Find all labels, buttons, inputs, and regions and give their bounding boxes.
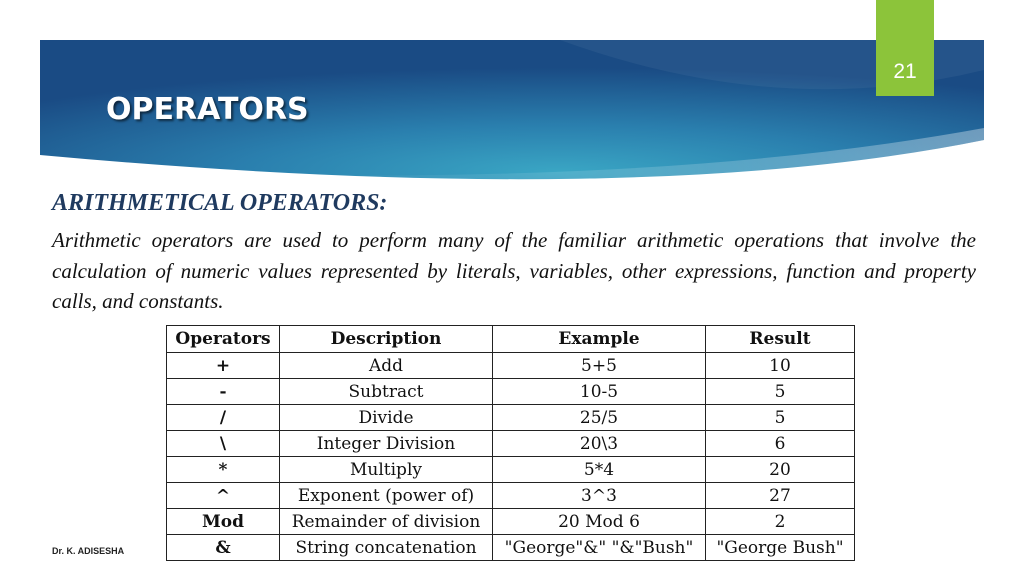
result-cell: 20 [706,457,855,483]
table-row [167,483,855,509]
description-cell: Integer Division [280,431,493,457]
slide-number: 21 [893,60,917,83]
table-row [167,405,855,431]
description-cell: Divide [280,405,493,431]
result-cell: 5 [706,379,855,405]
table-row [167,379,855,405]
operator-cell: \ [167,431,280,457]
description-cell: Subtract [280,379,493,405]
operator-cell: + [167,353,280,379]
operator-cell: * [167,457,280,483]
example-cell: 5*4 [493,457,706,483]
table-row [167,535,855,561]
description-cell: Exponent (power of) [280,483,493,509]
result-cell: "George Bush" [706,535,855,561]
operators-table [166,325,855,561]
description-cell: Add [280,353,493,379]
example-cell: 10-5 [493,379,706,405]
operator-cell: ^ [167,483,280,509]
operator-cell: / [167,405,280,431]
result-cell: 6 [706,431,855,457]
result-cell: 2 [706,509,855,535]
result-cell: 27 [706,483,855,509]
result-cell: 10 [706,353,855,379]
operator-cell: Mod [167,509,280,535]
slide-title: OPERATORS [106,92,309,127]
example-cell: 25/5 [493,405,706,431]
section-heading: ARITHMETICAL OPERATORS: [52,190,388,216]
description-cell: String concatenation [280,535,493,561]
header-description: Description [280,326,493,353]
description-cell: Remainder of division [280,509,493,535]
table-row [167,509,855,535]
header-example: Example [493,326,706,353]
example-cell: 20 Mod 6 [493,509,706,535]
table-header-row [167,326,855,353]
table-row [167,431,855,457]
description-cell: Multiply [280,457,493,483]
header-result: Result [706,326,855,353]
table-row [167,457,855,483]
operator-cell: & [167,535,280,561]
example-cell: 5+5 [493,353,706,379]
intro-paragraph: Arithmetic operators are used to perform many of the familiar arithmetic operations that involve the calculation of numeric values represented by literals, variables, other expressions, function and property calls, and constants. [52,228,976,313]
example-cell: 20\3 [493,431,706,457]
result-cell: 5 [706,405,855,431]
table-row [167,353,855,379]
example-cell: "George"&" "&"Bush" [493,535,706,561]
slide-number-box [876,0,934,96]
header-operators: Operators [167,326,280,353]
example-cell: 3^3 [493,483,706,509]
operator-cell: - [167,379,280,405]
author-footer: Dr. K. ADISESHA [52,546,125,556]
